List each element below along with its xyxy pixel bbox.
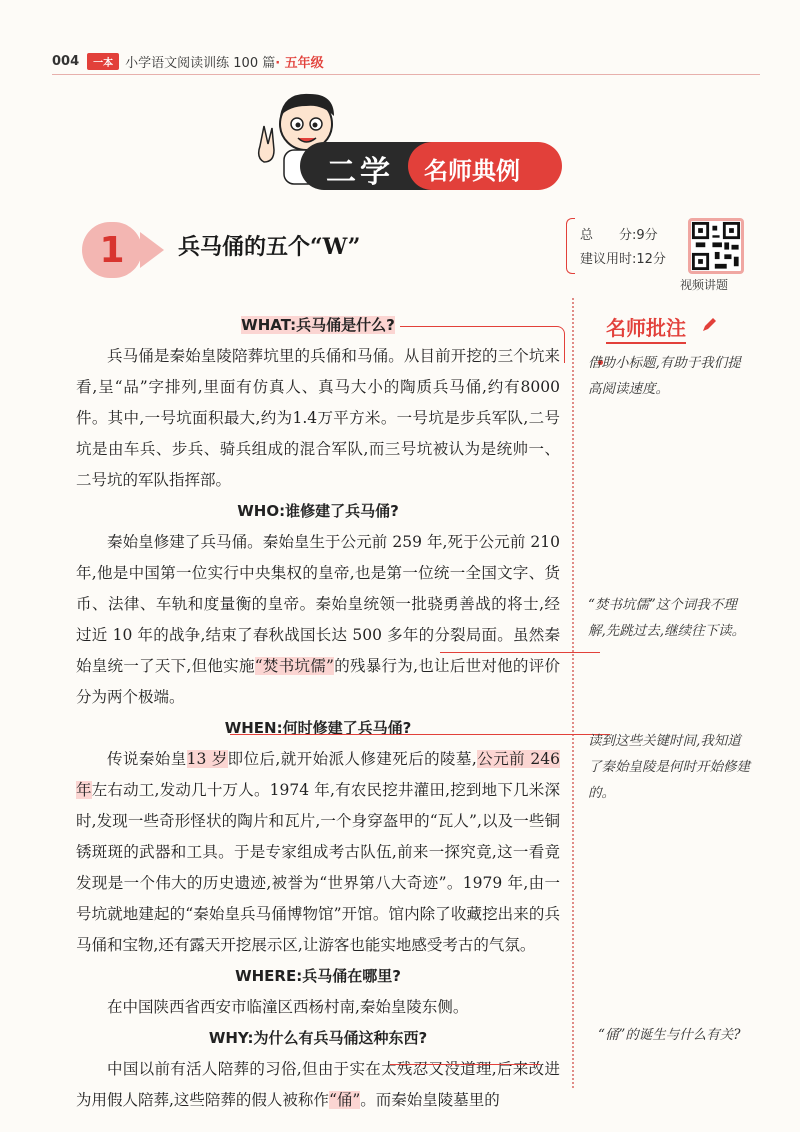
note-connector-1 bbox=[400, 326, 550, 327]
paragraph-why: 中国以前有活人陪葬的习俗,但由于实在太残忍又没道理,后来改进为用假人陪葬,这些陪葬的假人被称作“俑”。而秦始皇陵墓里的 bbox=[76, 1060, 560, 1109]
note-2: “焚书坑儒”这个词我不理解,先跳过去,继续往下读。 bbox=[588, 597, 746, 639]
number-pointer bbox=[140, 232, 164, 268]
highlight-fenshu: “焚书坑儒” bbox=[254, 657, 334, 675]
article-body bbox=[76, 310, 560, 1116]
grade-label: · 五年级 bbox=[275, 55, 324, 71]
note-connector-3 bbox=[230, 734, 610, 735]
highlight-year: 公元前 246 年 bbox=[76, 750, 560, 799]
note-4: “俑”的诞生与什么有关? bbox=[598, 1027, 741, 1043]
suggested-time: 建议用时:12分 bbox=[580, 252, 666, 267]
section-heading-what: WHAT:兵马俑是什么? bbox=[241, 316, 395, 334]
video-lesson-label[interactable]: 视频讲题 bbox=[680, 278, 729, 292]
section-heading-when: WHEN:何时修建了兵马俑? bbox=[224, 719, 412, 737]
paragraph-what: 兵马俑是秦始皇陵陪葬坑里的兵俑和马俑。从目前开挖的三个坑来看,呈“品”字排列,里面有仿真人、真马大小的陶质兵马俑,约有8000件。其中,一号坑面积最大,约为1.4万平方米。一号坑是步兵军队,二号坑是由车兵、步兵、骑兵组成的混合军队,而三号坑被认为是统帅一、二号坑的军队指挥部。 bbox=[76, 347, 560, 489]
teacher-notes-title: 名师批注 bbox=[606, 312, 686, 341]
pen-icon bbox=[700, 316, 718, 334]
highlight-yong: “俑” bbox=[328, 1091, 361, 1109]
page-header bbox=[52, 50, 324, 72]
score-box bbox=[566, 218, 684, 276]
note-3: 读到这些关键时间,我知道了秦始皇陵是何时开始修建的。 bbox=[588, 733, 750, 801]
note-connector-2 bbox=[440, 652, 600, 653]
paragraph-who: 秦始皇修建了兵马俑。秦始皇生于公元前 259 年,死于公元前 210 年,他是中国第一位实行中央集权的皇帝,也是第一位统一全国文字、货币、法律、车轨和度量衡的皇帝。秦始皇统领一批骁勇善战的将士,经过近 10 年的战争,结束了春秋战国长达 500 多年的分裂局面。虽然秦始皇统一了天下,但他实施“焚书坑儒”的残暴行为,也让后世对他的评价分为两个极端。 bbox=[76, 533, 560, 706]
section-banner bbox=[300, 142, 562, 190]
page-number: 004 bbox=[52, 53, 80, 69]
section-heading-where: WHERE:兵马俑在哪里? bbox=[235, 967, 401, 985]
article-number: 1 bbox=[82, 222, 142, 278]
header-divider bbox=[52, 74, 760, 75]
paragraph-where: 在中国陕西省西安市临潼区西杨村南,秦始皇陵东侧。 bbox=[107, 998, 469, 1016]
section-heading-why: WHY:为什么有兵马俑这种东西? bbox=[208, 1029, 428, 1047]
highlight-age: 13 岁 bbox=[186, 750, 228, 768]
margin-divider bbox=[572, 298, 574, 1088]
note-1: 借助小标题,有助于我们提高阅读速度。 bbox=[588, 355, 741, 397]
article-title: 兵马俑的五个“W” bbox=[178, 234, 361, 260]
banner-label: 名师典例 bbox=[424, 157, 520, 185]
banner-part: 二学 bbox=[326, 155, 394, 190]
qr-code-icon[interactable] bbox=[688, 218, 744, 274]
section-heading-who: WHO:谁修建了兵马俑? bbox=[237, 502, 399, 520]
total-score: 总 分:9分 bbox=[580, 228, 658, 243]
paragraph-when: 传说秦始皇13 岁即位后,就开始派人修建死后的陵墓,公元前 246 年左右动工,发动几十万人。1974 年,有农民挖井灌田,挖到地下几米深时,发现一些奇形怪状的陶片和瓦片,一个身穿盔甲的“瓦人”,以及一些铜锈斑斑的武器和工具。于是专家组成考古队伍,前来一探究竟,这一看竟发现是一个伟大的历史遗迹,被誉为“世界第八大奇迹”。1979 年,由一号坑就地建起的“秦始皇兵马俑博物馆”开馆。馆内除了收藏挖出来的兵马俑和宝物,还有露天开挖展示区,让游客也能实地感受考古的气氛。 bbox=[76, 750, 560, 954]
brand-logo: 一本 bbox=[87, 53, 119, 70]
note-connector-1b bbox=[550, 326, 565, 363]
series-title: 小学语文阅读训练 100 篇 bbox=[125, 55, 276, 71]
note-connector-4 bbox=[390, 1064, 540, 1065]
